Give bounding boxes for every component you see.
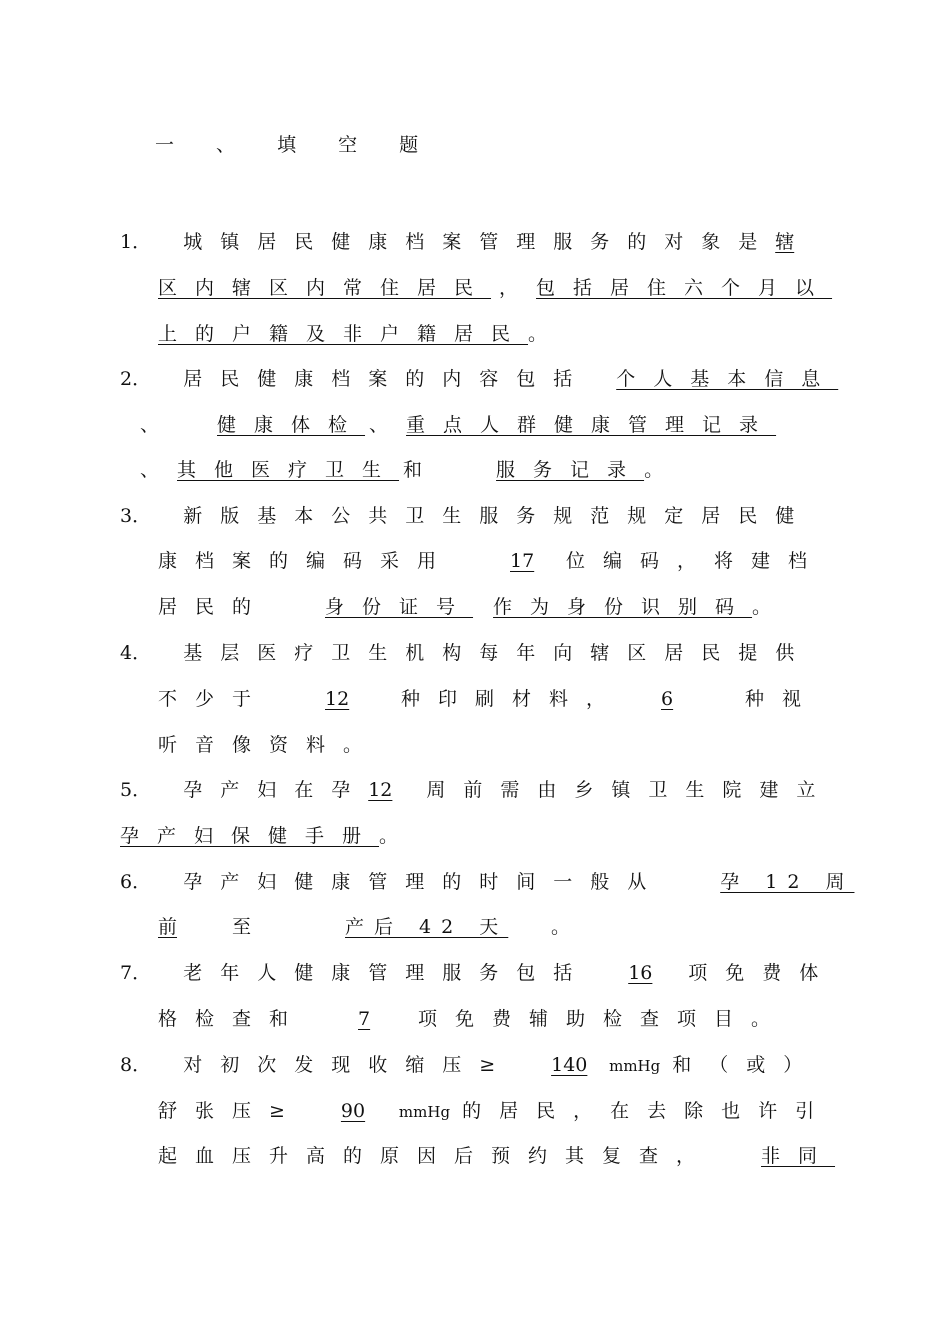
- q3-blank-1: 17: [510, 550, 535, 572]
- q7-text-4: 项免费辅助检查项目。: [418, 1008, 789, 1030]
- q7-line-1: [120, 958, 837, 988]
- q6-number: 6．: [120, 871, 152, 893]
- q4-number: 4．: [120, 642, 152, 664]
- q6-text: 孕产妇健康管理的时间一般从: [183, 871, 665, 893]
- section-title: 一 、 填 空 题: [155, 134, 437, 156]
- q8-unit-2: mmHg: [398, 1103, 451, 1121]
- q2-blank-cont-2: [120, 459, 140, 481]
- q5-text: 孕产妇在孕: [183, 779, 369, 801]
- q4-text-2: 不少于: [158, 688, 270, 710]
- q7-number: 7．: [120, 962, 152, 984]
- q8-line-1: [120, 1050, 832, 1080]
- q1-number: 1．: [120, 231, 152, 253]
- q2-line-1: [120, 364, 839, 394]
- q8-text-5: 起血压升高的原因后预约其复查，: [158, 1145, 714, 1167]
- q5-blank-1: 12: [368, 779, 393, 801]
- q2-blank-5: 服务记录: [496, 459, 645, 481]
- q2-end: 。: [644, 459, 664, 481]
- q1-blank-start: 辖: [775, 231, 795, 253]
- q5-end: 。: [379, 825, 399, 847]
- q5-text-2: 周前需由乡镇卫生院建立: [426, 779, 834, 801]
- q7-text-3: 格检查和: [158, 1008, 307, 1030]
- q3-blank-3: 作为身份识别码: [493, 596, 753, 618]
- q3-text-4: 居民的: [158, 596, 270, 618]
- q3-text-3: 位编码，将建档: [566, 550, 826, 572]
- q2-blank-cont: [120, 414, 140, 436]
- q2-blank-4: 其他医疗卫生: [177, 459, 400, 481]
- q6-to: 至: [232, 916, 270, 938]
- q6-blank-1: 孕 12 周: [720, 871, 855, 893]
- q6-line-1: [120, 867, 855, 897]
- q1-comma: ，: [499, 277, 537, 299]
- q6-blank-3: 产后 42 天: [345, 916, 509, 938]
- q2-line-2: [120, 410, 832, 440]
- q8-text-3: 舒张压≥: [158, 1100, 303, 1122]
- q8-line-3: [158, 1141, 870, 1171]
- q3-text-2: 康档案的编码采用: [158, 550, 455, 572]
- q8-text-2: 和（或）: [672, 1054, 821, 1076]
- q8-blank-1: 140: [551, 1054, 588, 1076]
- q4-line-2: [158, 684, 870, 714]
- q3-line-2: [158, 546, 870, 576]
- q2-sep-1: 、: [140, 414, 178, 436]
- q1-line-3: [120, 319, 832, 349]
- q8-unit-1: mmHg: [609, 1057, 661, 1075]
- q2-text: 居民健康档案的内容包括: [183, 368, 591, 390]
- q1-blank-2: 包括居住六个月以: [536, 277, 833, 299]
- q7-blank-1: 16: [628, 962, 653, 984]
- q8-text-4: 的居民，在去除也许引: [462, 1100, 833, 1122]
- q7-blank-2: 7: [358, 1008, 371, 1030]
- q1-blank-3: 上的户籍及非户籍居民: [158, 323, 529, 345]
- q2-number: 2．: [120, 368, 152, 390]
- q3-text: 新版基本公共卫生服务规范规定居民健: [183, 505, 813, 527]
- q8-blank-2: 90: [340, 1100, 366, 1122]
- q3-line-3: [158, 592, 870, 622]
- q7-line-2: [158, 1004, 870, 1034]
- q4-text-4: 种视: [745, 688, 820, 710]
- q8-text: 对初次发现收缩压≥: [183, 1054, 514, 1076]
- q7-text: 老年人健康管理服务包括: [183, 962, 591, 984]
- q2-sep-2: 、: [369, 414, 407, 436]
- q8-line-2: [158, 1096, 870, 1126]
- q5-blank-2: 孕产妇保健手册: [120, 825, 380, 847]
- q2-blank-1: 个人基本信息: [616, 368, 839, 390]
- q7-text-2: 项免费体: [688, 962, 837, 984]
- q4-text-5: 听音像资料。: [158, 734, 381, 756]
- q2-blank-2: 健康体检: [217, 414, 366, 436]
- q5-line-1: [120, 775, 832, 805]
- q4-line-1: [120, 638, 832, 668]
- q2-blank-3: 重点人群健康管理记录: [406, 414, 777, 436]
- q8-number: 8．: [120, 1054, 152, 1076]
- q4-text-3: 种印刷材料，: [401, 688, 624, 710]
- q2-line-3: [120, 455, 832, 485]
- q2-sep-3: 、: [140, 459, 178, 481]
- q3-blank-2: 身份证号: [325, 596, 474, 618]
- q3-number: 3．: [120, 505, 152, 527]
- q6-line-2: [120, 912, 832, 942]
- q4-blank-2: 6: [661, 688, 674, 710]
- q1-blank-1: 区内辖区内常住居民: [158, 277, 492, 299]
- q6-end: 。: [551, 916, 571, 938]
- q4-text: 基层医疗卫生机构每年向辖区居民提供: [183, 642, 813, 664]
- q2-and: 和: [403, 459, 441, 481]
- q4-blank-1: 12: [325, 688, 350, 710]
- q8-blank-3: 非同: [761, 1145, 836, 1167]
- q1-line-2: [120, 273, 832, 303]
- q3-end: 。: [752, 596, 772, 618]
- q1-text: 城镇居民健康档案管理服务的对象是: [183, 231, 776, 253]
- q3-line-1: [120, 501, 832, 531]
- q1-line-1: [120, 227, 832, 257]
- q5-line-2: [120, 821, 832, 851]
- q4-line-3: [158, 730, 870, 760]
- q5-number: 5．: [120, 779, 152, 801]
- q1-end: 。: [528, 323, 548, 345]
- q6-blank-2: 前: [158, 916, 178, 938]
